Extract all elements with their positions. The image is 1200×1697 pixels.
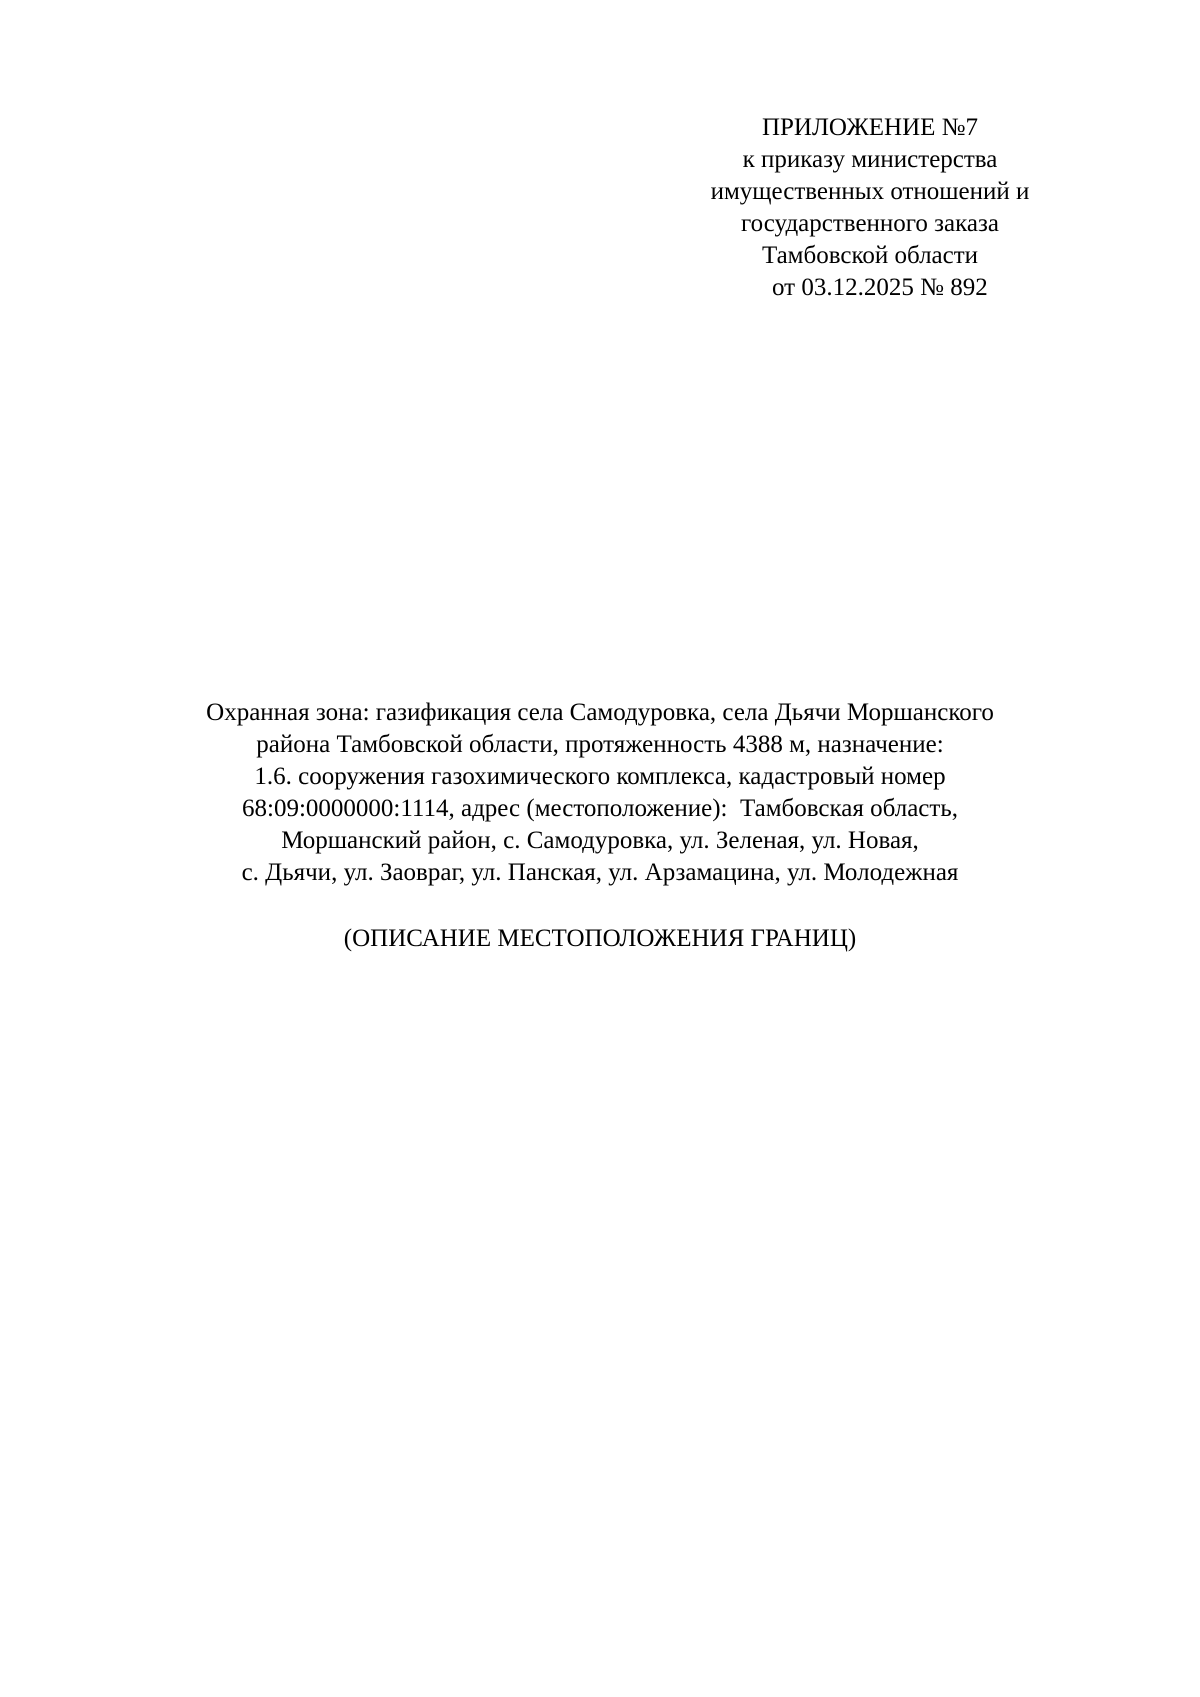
zone-line: района Тамбовской области, протяженность 4388 м, назначение:: [256, 731, 944, 758]
appendix-order-date-number: от 03.12.2025 № 892: [772, 274, 988, 301]
appendix-header: [700, 112, 1160, 304]
zone-line: 1.6. сооружения газохимического комплекса, кадастровый номер: [254, 763, 946, 790]
appendix-line-ministry: имущественных отношений и: [710, 178, 1030, 205]
appendix-line-procurement: государственного заказа: [741, 210, 999, 237]
zone-line: Охранная зона: газификация села Самодуровка, села Дьячи Моршанского: [206, 699, 994, 726]
appendix-title: ПРИЛОЖЕНИЕ №7: [761, 114, 979, 141]
zone-line: с. Дьячи, ул. Заовраг, ул. Панская, ул. Арзамацина, ул. Молодежная: [241, 859, 959, 886]
zone-line: Моршанский район, с. Самодуровка, ул. Зеленая, ул. Новая,: [281, 827, 919, 854]
appendix-line-order-ref: к приказу министерства: [742, 146, 998, 173]
section-title: (ОПИСАНИЕ МЕСТОПОЛОЖЕНИЯ ГРАНИЦ): [343, 925, 857, 952]
protection-zone-description: [150, 697, 1050, 889]
appendix-line-region: Тамбовской области: [761, 242, 979, 269]
zone-line: 68:09:0000000:1114, адрес (местоположение): Тамбовская область,: [242, 795, 958, 822]
